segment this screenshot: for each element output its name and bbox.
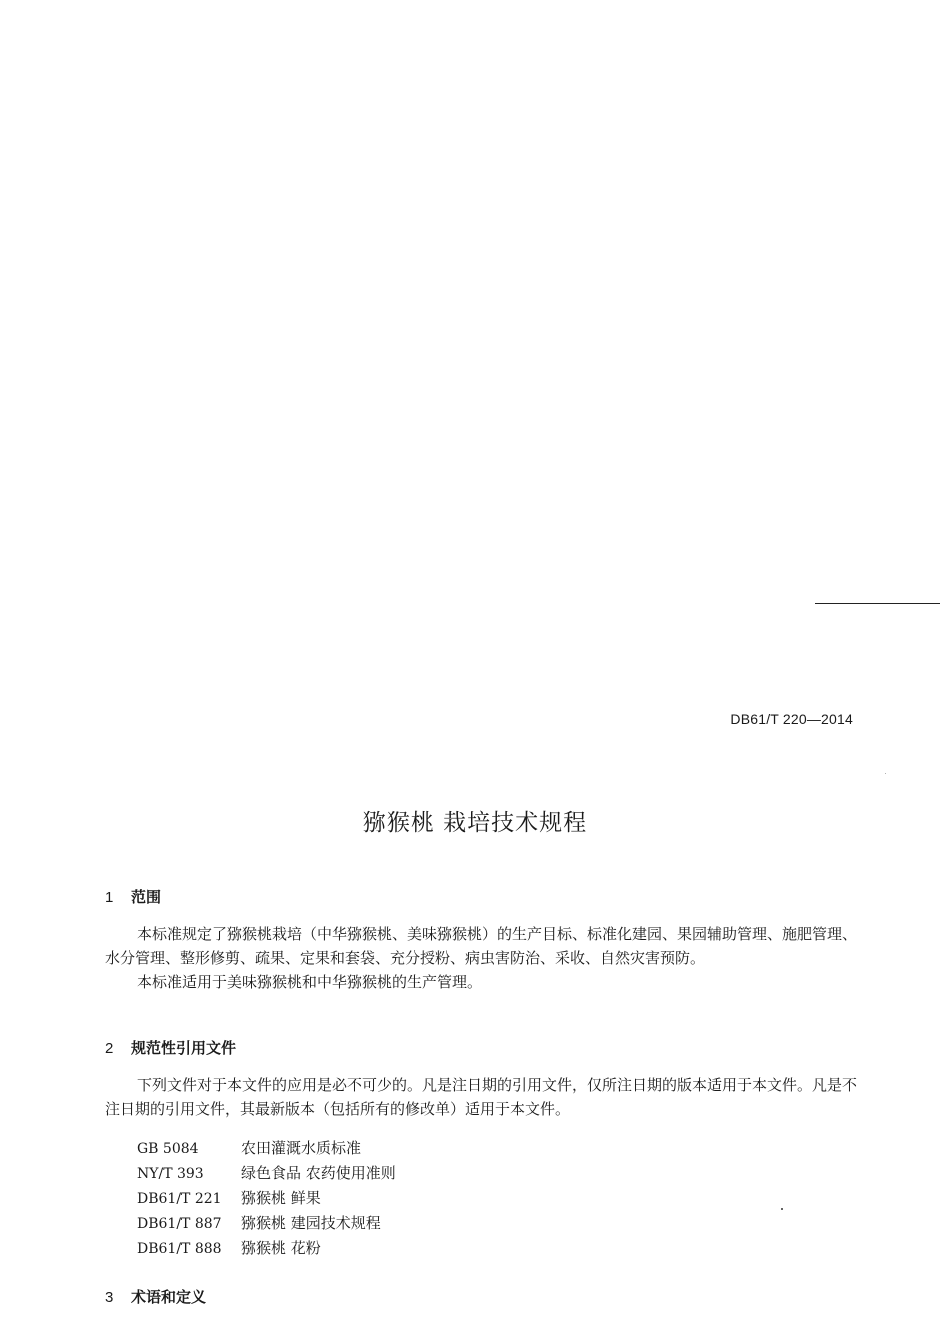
reference-item [137, 1186, 396, 1211]
scan-speck [885, 773, 886, 774]
reference-item [137, 1236, 396, 1261]
reference-item [137, 1136, 396, 1161]
document-title: 猕猴桃 栽培技术规程 [362, 810, 588, 836]
reference-code: DB61/T 221 [137, 1191, 222, 1207]
reference-title: 农田灌溉水质标准 [241, 1139, 362, 1157]
reference-code: DB61/T 887 [137, 1216, 222, 1232]
section-3-heading [105, 1286, 206, 1307]
scan-speck [781, 1208, 783, 1210]
section-number: 3 [105, 1289, 114, 1306]
reference-code: GB 5084 [137, 1141, 199, 1157]
reference-item [137, 1161, 396, 1186]
reference-title: 猕猴桃 鲜果 [241, 1189, 321, 1207]
section-number: 1 [105, 889, 114, 906]
section-2-heading [105, 1037, 236, 1058]
reference-title: 猕猴桃 建园技术规程 [241, 1214, 381, 1232]
reference-code: NY/T 393 [137, 1166, 204, 1182]
section-1-heading [105, 886, 161, 907]
scan-edge-line [815, 603, 940, 604]
scope-paragraph-2: 本标准适用于美味猕猴桃和中华猕猴桃的生产管理。 [137, 973, 483, 991]
section-title: 规范性引用文件 [131, 1039, 237, 1057]
reference-title: 绿色食品 农药使用准则 [241, 1164, 396, 1182]
reference-code: DB61/T 888 [137, 1241, 222, 1257]
scope-paragraph-1: 本标准规定了猕猴桃栽培（中华猕猴桃、美味猕猴桃）的生产目标、标准化建园、果园辅助管理、施肥管理、水分管理、整形修剪、疏果、定果和套袋、充分授粉、病虫害防治、采收、自然灾害预防。 [105, 925, 858, 967]
normative-reference-list [137, 1136, 396, 1261]
section-number: 2 [105, 1040, 114, 1057]
reference-title: 猕猴桃 花粉 [241, 1239, 321, 1257]
document-code: DB61/T 220—2014 [730, 711, 853, 727]
section-title: 范围 [131, 888, 162, 906]
section-title: 术语和定义 [131, 1288, 207, 1306]
references-intro-paragraph: 下列文件对于本文件的应用是必不可少的。凡是注日期的引用文件，仅所注日期的版本适用于本文件。凡是不注日期的引用文件，其最新版本（包括所有的修改单）适用于本文件。 [105, 1076, 858, 1118]
reference-item [137, 1211, 396, 1236]
